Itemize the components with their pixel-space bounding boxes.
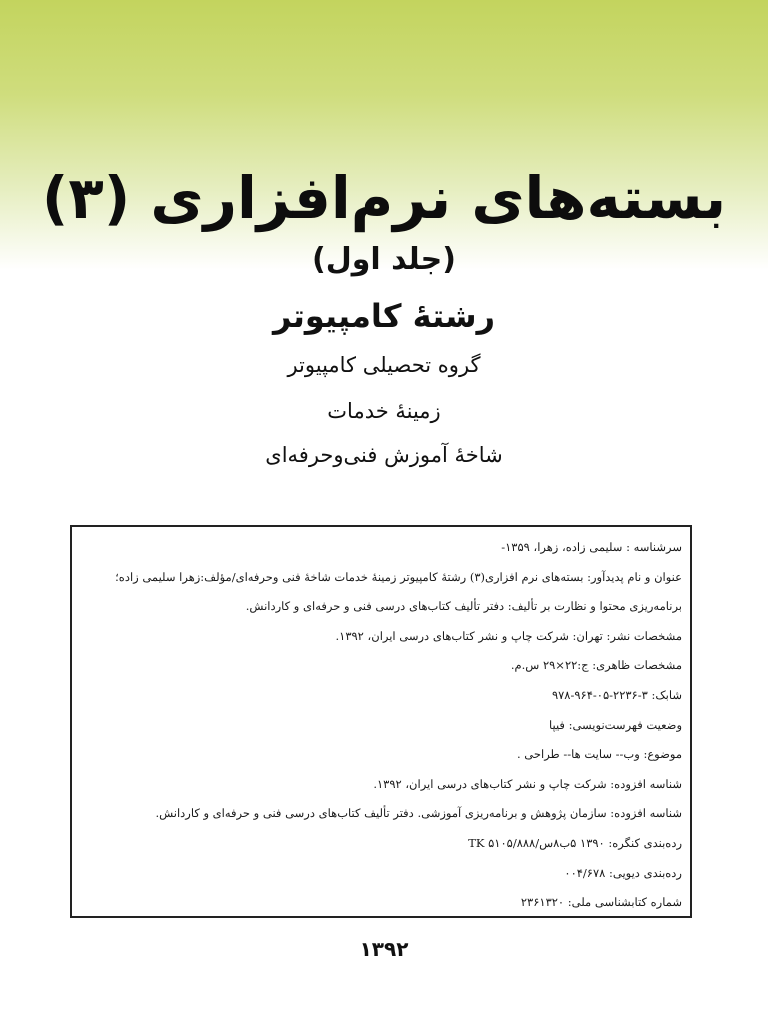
cip-isbn: شابک: ۳-۲۲۳۶-۰۵-۹۶۴-۹۷۸ [551, 687, 682, 702]
cip-title-statement: عنوان و نام پدیدآور: بسته‌های نرم افزاری(۳) رشتۀ کامپیوتر زمینۀ خدمات شاخۀ فنی وحرفه‌ای/مؤلف:زهرا سلیمی زاده؛ [115, 569, 682, 584]
book-title: بسته‌های نرم‌افزاری (۳) [41, 164, 727, 232]
cip-content-planning: برنامه‌ریزی محتوا و نظارت بر تألیف: دفتر تألیف کتاب‌های درسی فنی و حرفه‌ای و کاردانش. [245, 599, 682, 614]
cip-added-entry-publisher: شناسه افزوده: شرکت چاپ و نشر کتاب‌های درسی ایران، ۱۳۹۲. [373, 776, 682, 791]
education-branch: شاخۀ آموزش فنی‌وحرفه‌ای [265, 443, 503, 467]
cataloging-box [70, 525, 692, 918]
cip-lc-classification: رده‌بندی کنگره: ۱۳۹۰ ۵ب۸س/۵۱۰۵/۸۸۸ TK [468, 835, 682, 850]
cip-added-entry-organization: شناسه افزوده: سازمان پژوهش و برنامه‌ریزی آموزشی. دفتر تألیف کتاب‌های درسی فنی و حرفه‌ای و کاردانش. [155, 806, 682, 821]
cip-physical-description: مشخصات ظاهری: ج:۲۲×۲۹ س.م. [510, 658, 682, 673]
publication-year: ۱۳۹۲ [359, 937, 409, 961]
cip-cataloging-status: وضعیت فهرست‌نویسی: فیپا [548, 717, 682, 732]
cip-publication: مشخصات نشر: تهران: شرکت چاپ و نشر کتاب‌های درسی ایران، ۱۳۹۲. [335, 628, 682, 643]
field-of-study: رشتۀ کامپیوتر [272, 297, 496, 335]
cip-author: سرشناسه : سلیمی زاده، زهرا، ۱۳۵۹- [501, 540, 682, 554]
study-group: گروه تحصیلی کامپیوتر [287, 353, 481, 377]
study-area: زمینۀ خدمات [327, 399, 441, 423]
cip-dewey-classification: رده‌بندی دیویی: ۰۰۴/۶۷۸ [564, 865, 682, 880]
cip-national-bibliography-number: شماره کتابشناسی ملی: ۲۳۶۱۳۲۰ [520, 895, 682, 910]
cip-subject: موضوع: وب-- سایت ها-- طراحی . [517, 747, 682, 762]
volume-label: (جلد اول) [311, 242, 457, 277]
